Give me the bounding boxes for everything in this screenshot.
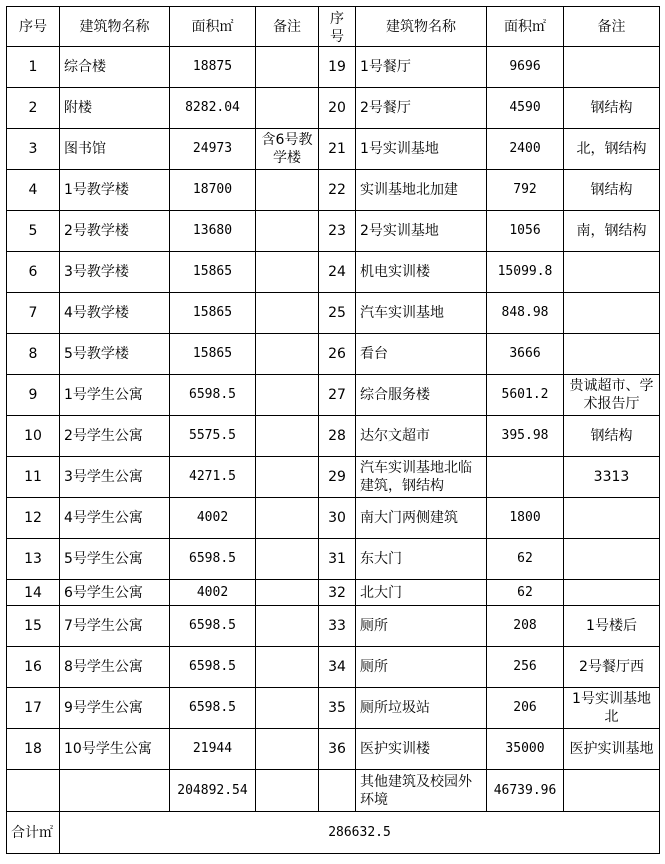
table-row [7,211,660,252]
cell-note [256,88,319,129]
cell-area-right: 3666 [487,334,564,375]
header-no: 序号 [7,7,60,47]
cell-no: 2 [7,88,60,129]
cell-area: 6598.5 [170,539,256,580]
cell-building-name: 综合楼 [60,47,170,88]
cell-note-right [564,334,660,375]
cell-no-right: 29 [319,457,356,498]
table-row [7,88,660,129]
cell-area-right: 62 [487,539,564,580]
header-area-right: 面积㎡ [487,7,564,47]
table-row [7,729,660,770]
cell-note-right: 钢结构 [564,416,660,457]
subtotal-row [7,770,660,812]
subtotal-area-right: 46739.96 [487,770,564,812]
cell-area: 4002 [170,580,256,606]
cell-building-name: 2号教学楼 [60,211,170,252]
cell-no-right: 36 [319,729,356,770]
cell-area: 13680 [170,211,256,252]
cell-note-right [564,539,660,580]
cell-note-right [564,498,660,539]
cell-area: 6598.5 [170,647,256,688]
cell-area-right: 395.98 [487,416,564,457]
cell-note [256,457,319,498]
cell-building-name-right: 实训基地北加建 [356,170,487,211]
cell-no-right: 26 [319,334,356,375]
cell-building-name: 1号教学楼 [60,170,170,211]
cell-building-name: 3号教学楼 [60,252,170,293]
subtotal-empty-note-right [564,770,660,812]
cell-area: 5575.5 [170,416,256,457]
cell-area: 6598.5 [170,606,256,647]
cell-building-name-right: 看台 [356,334,487,375]
cell-building-name-right: 2号实训基地 [356,211,487,252]
table-row [7,293,660,334]
cell-area-right: 1056 [487,211,564,252]
cell-note [256,688,319,729]
cell-building-name: 5号教学楼 [60,334,170,375]
cell-area-right: 1800 [487,498,564,539]
cell-building-name-right: 厕所 [356,606,487,647]
cell-no-right: 22 [319,170,356,211]
cell-note-right: 1号楼后 [564,606,660,647]
header-area: 面积㎡ [170,7,256,47]
cell-area: 15865 [170,252,256,293]
building-area-table [6,6,660,854]
cell-building-name-right: 南大门两侧建筑 [356,498,487,539]
subtotal-empty-note [256,770,319,812]
total-label: 合计㎡ [7,812,60,854]
cell-building-name-right: 汽车实训基地 [356,293,487,334]
cell-area: 15865 [170,293,256,334]
cell-no-right: 20 [319,88,356,129]
cell-note [256,498,319,539]
cell-note-right: 钢结构 [564,88,660,129]
cell-building-name: 10号学生公寓 [60,729,170,770]
cell-building-name: 图书馆 [60,129,170,170]
cell-note [256,606,319,647]
cell-area-right: 848.98 [487,293,564,334]
table-row [7,580,660,606]
cell-area-right: 62 [487,580,564,606]
cell-building-name-right: 汽车实训基地北临建筑，钢结构 [356,457,487,498]
table-row [7,606,660,647]
cell-building-name: 9号学生公寓 [60,688,170,729]
cell-note [256,47,319,88]
cell-no-right: 35 [319,688,356,729]
cell-no-right: 32 [319,580,356,606]
cell-building-name-right: 2号餐厅 [356,88,487,129]
cell-no-right: 27 [319,375,356,416]
cell-note-right [564,293,660,334]
table-row [7,170,660,211]
cell-no: 9 [7,375,60,416]
cell-note-right: 医护实训基地 [564,729,660,770]
cell-area: 6598.5 [170,375,256,416]
cell-no: 15 [7,606,60,647]
table-row [7,375,660,416]
cell-no-right: 34 [319,647,356,688]
cell-no: 18 [7,729,60,770]
total-row [7,812,660,854]
cell-area: 4002 [170,498,256,539]
table-row [7,647,660,688]
cell-building-name-right: 1号餐厅 [356,47,487,88]
cell-building-name: 1号学生公寓 [60,375,170,416]
cell-building-name-right: 东大门 [356,539,487,580]
cell-building-name: 4号学生公寓 [60,498,170,539]
cell-note [256,647,319,688]
cell-area-right [487,457,564,498]
cell-no: 8 [7,334,60,375]
cell-building-name-right: 北大门 [356,580,487,606]
cell-building-name-right: 医护实训楼 [356,729,487,770]
cell-area-right: 2400 [487,129,564,170]
cell-area-right: 208 [487,606,564,647]
cell-area-right: 15099.8 [487,252,564,293]
cell-building-name: 6号学生公寓 [60,580,170,606]
cell-building-name-right: 厕所 [356,647,487,688]
cell-area: 24973 [170,129,256,170]
cell-no: 12 [7,498,60,539]
cell-no: 3 [7,129,60,170]
cell-no: 16 [7,647,60,688]
subtotal-empty-name [60,770,170,812]
cell-building-name-right: 达尔文超市 [356,416,487,457]
cell-note-right: 贵诚超市、学术报告厅 [564,375,660,416]
table-row [7,457,660,498]
cell-note [256,252,319,293]
cell-note-right [564,580,660,606]
cell-area-right: 256 [487,647,564,688]
cell-note-right: 钢结构 [564,170,660,211]
cell-building-name: 附楼 [60,88,170,129]
cell-no-right: 28 [319,416,356,457]
cell-no: 5 [7,211,60,252]
cell-no-right: 33 [319,606,356,647]
cell-area: 6598.5 [170,688,256,729]
cell-building-name: 5号学生公寓 [60,539,170,580]
cell-area-right: 5601.2 [487,375,564,416]
cell-area: 18875 [170,47,256,88]
cell-note [256,375,319,416]
table-row [7,334,660,375]
subtotal-other-buildings: 其他建筑及校园外环境 [356,770,487,812]
cell-note [256,293,319,334]
table-row [7,688,660,729]
cell-no-right: 25 [319,293,356,334]
cell-note-right: 3313 [564,457,660,498]
cell-note-right: 2号餐厅西 [564,647,660,688]
cell-building-name-right: 厕所垃圾站 [356,688,487,729]
header-note-right: 备注 [564,7,660,47]
cell-no-right: 19 [319,47,356,88]
subtotal-empty-no [7,770,60,812]
cell-area-right: 35000 [487,729,564,770]
cell-note [256,334,319,375]
cell-note-right: 北，钢结构 [564,129,660,170]
cell-note-right [564,252,660,293]
subtotal-area-left: 204892.54 [170,770,256,812]
header-name: 建筑物名称 [60,7,170,47]
cell-no-right: 23 [319,211,356,252]
table-row [7,539,660,580]
cell-building-name: 2号学生公寓 [60,416,170,457]
cell-no: 4 [7,170,60,211]
cell-note: 含6号教学楼 [256,129,319,170]
cell-no: 10 [7,416,60,457]
cell-no-right: 30 [319,498,356,539]
header-note: 备注 [256,7,319,47]
cell-no-right: 21 [319,129,356,170]
table-row [7,47,660,88]
cell-building-name: 7号学生公寓 [60,606,170,647]
table-row [7,129,660,170]
cell-no: 14 [7,580,60,606]
cell-note [256,416,319,457]
cell-note-right [564,47,660,88]
cell-note [256,170,319,211]
cell-area: 15865 [170,334,256,375]
cell-area-right: 206 [487,688,564,729]
table-row [7,498,660,539]
header-name-right: 建筑物名称 [356,7,487,47]
total-value: 286632.5 [60,812,660,854]
cell-building-name-right: 机电实训楼 [356,252,487,293]
cell-note-right: 1号实训基地北 [564,688,660,729]
cell-area: 4271.5 [170,457,256,498]
header-row [7,7,660,47]
cell-no: 13 [7,539,60,580]
cell-no: 11 [7,457,60,498]
cell-area: 18700 [170,170,256,211]
subtotal-empty-no-right [319,770,356,812]
cell-area: 8282.04 [170,88,256,129]
cell-area: 21944 [170,729,256,770]
cell-no-right: 24 [319,252,356,293]
header-no-right: 序号 [319,7,356,47]
table-row [7,252,660,293]
cell-building-name: 4号教学楼 [60,293,170,334]
cell-area-right: 4590 [487,88,564,129]
cell-note [256,729,319,770]
cell-no: 7 [7,293,60,334]
cell-area-right: 9696 [487,47,564,88]
cell-no: 17 [7,688,60,729]
cell-building-name-right: 综合服务楼 [356,375,487,416]
cell-building-name: 3号学生公寓 [60,457,170,498]
cell-note [256,580,319,606]
cell-area-right: 792 [487,170,564,211]
cell-no: 6 [7,252,60,293]
cell-note [256,211,319,252]
cell-note-right: 南，钢结构 [564,211,660,252]
cell-building-name: 8号学生公寓 [60,647,170,688]
cell-building-name-right: 1号实训基地 [356,129,487,170]
cell-note [256,539,319,580]
table-row [7,416,660,457]
cell-no-right: 31 [319,539,356,580]
cell-no: 1 [7,47,60,88]
